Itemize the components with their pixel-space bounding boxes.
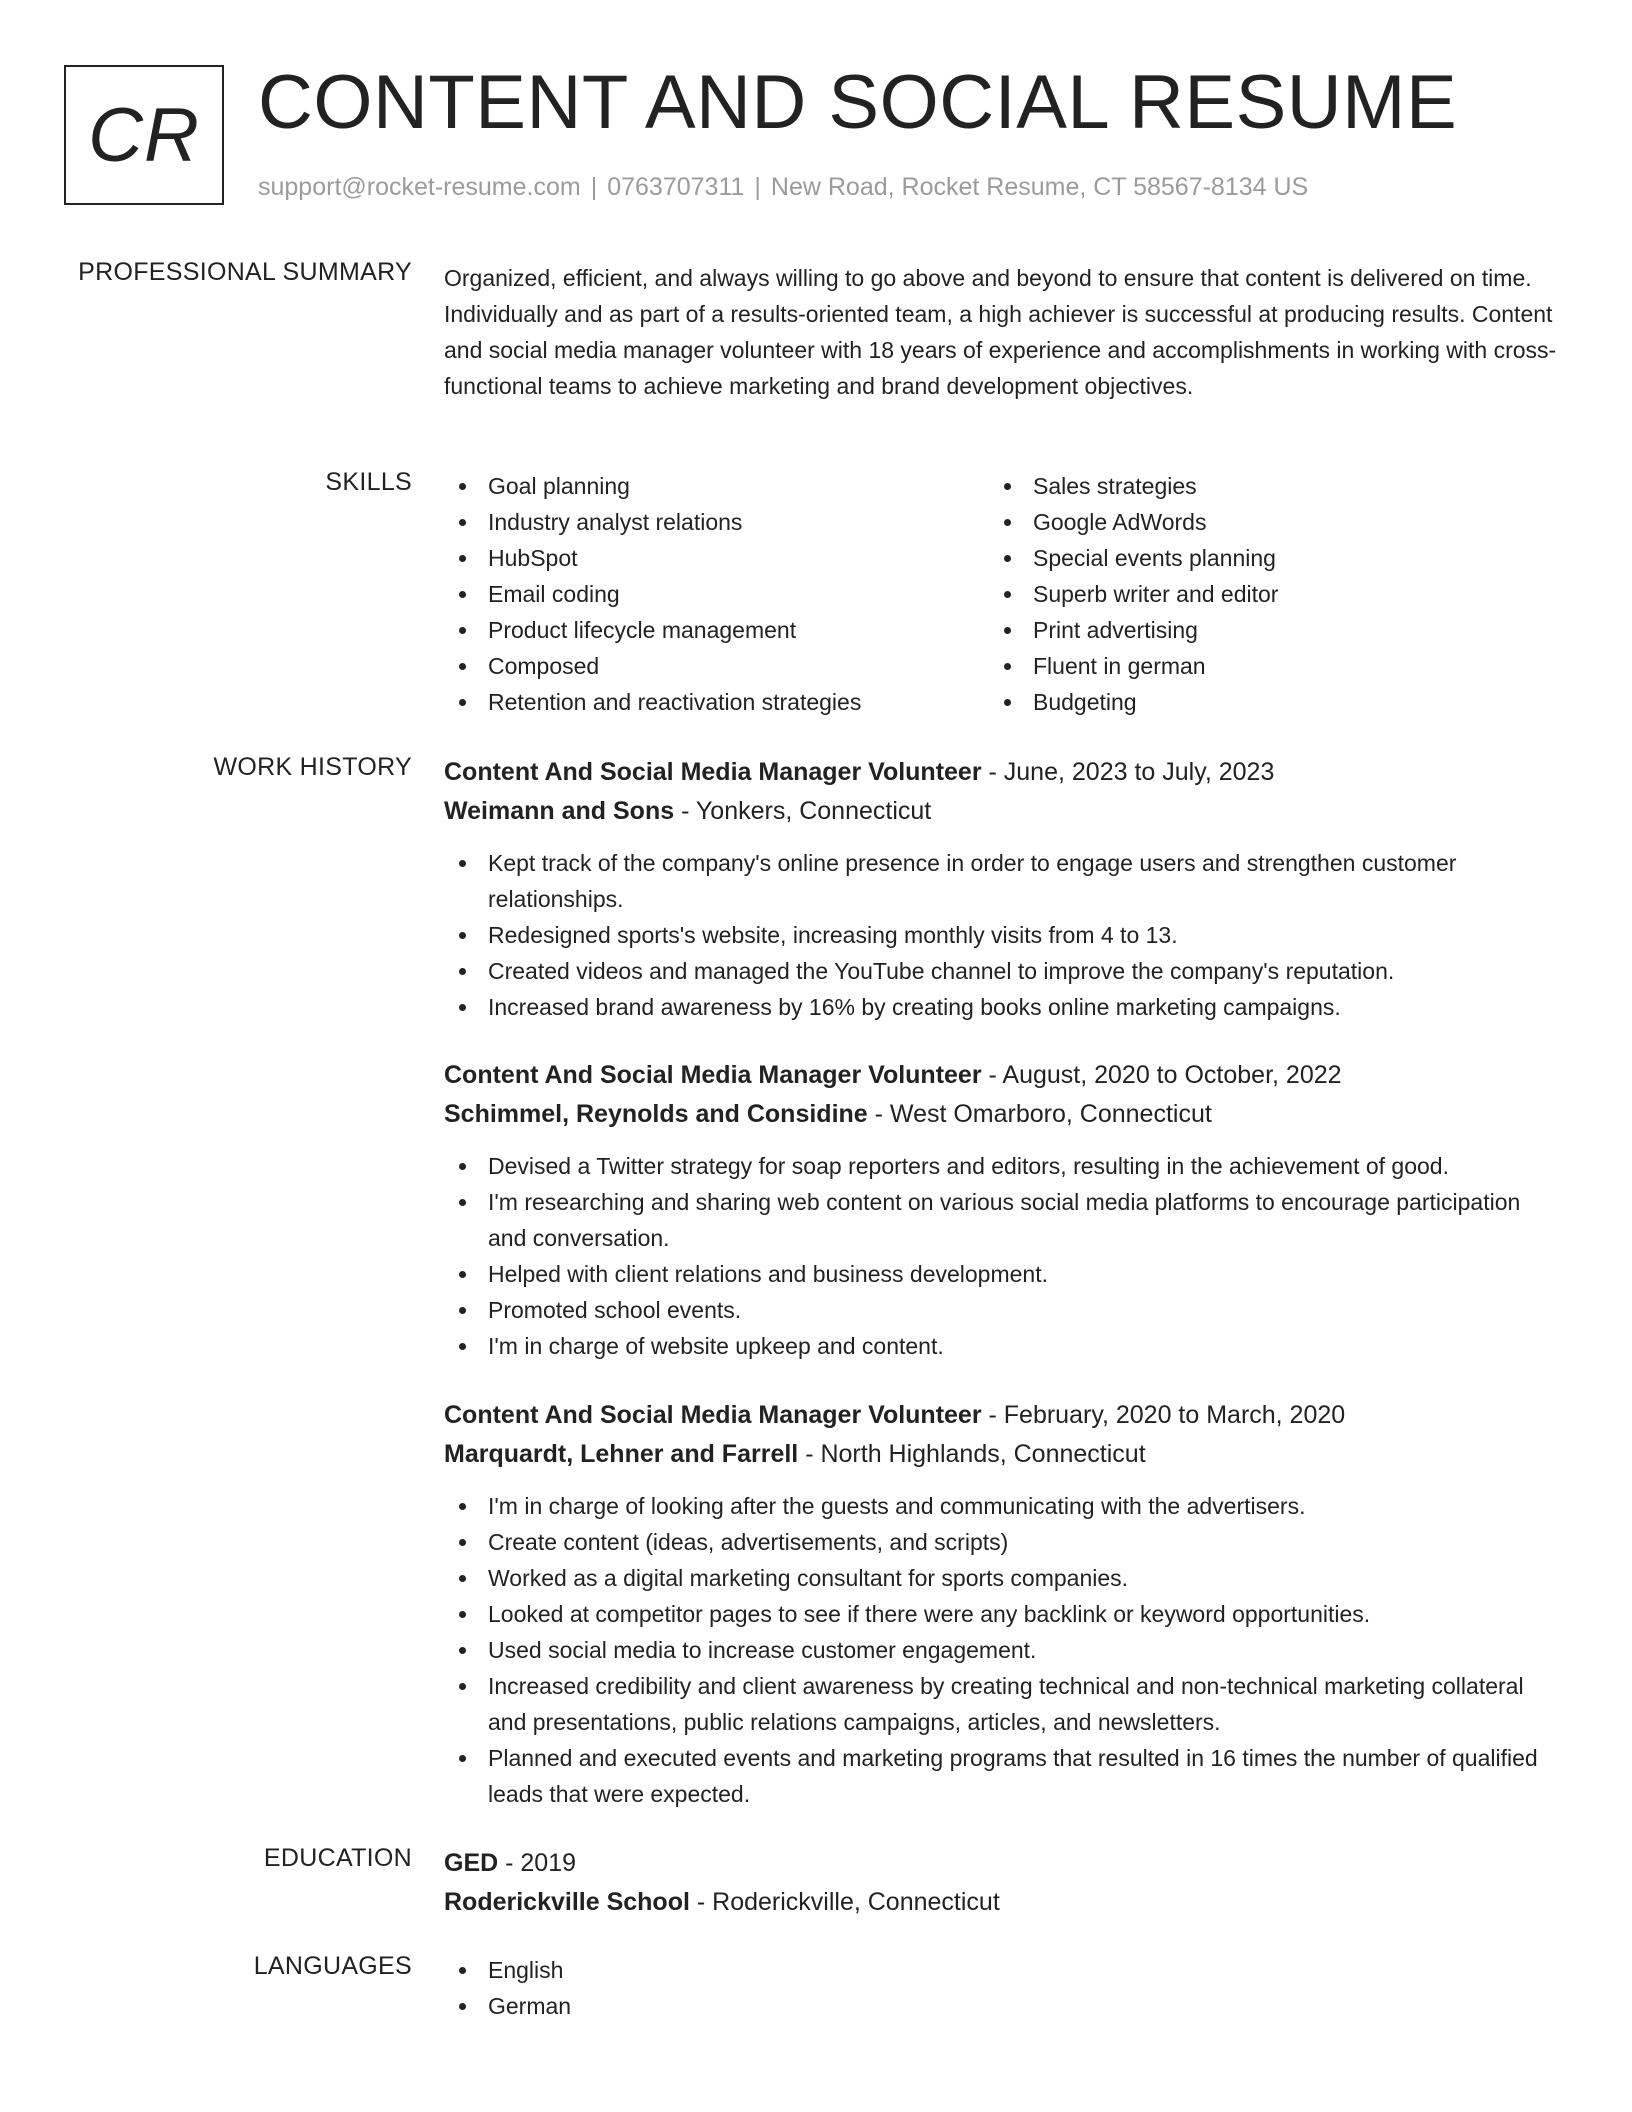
list-item: Retention and reactivation strategies <box>444 684 989 720</box>
list-item: Created videos and managed the YouTube channel to improve the company's reputation. <box>444 953 1564 989</box>
contact-separator: | <box>590 173 598 201</box>
resume-name: CONTENT AND SOCIAL RESUME <box>258 60 1458 145</box>
job-entry <box>444 1396 1564 1812</box>
job-company: Marquardt, Lehner and Farrell <box>444 1440 799 1468</box>
education-school: Roderickville School <box>444 1888 690 1916</box>
education-school-line <box>444 1883 1564 1921</box>
list-item: Increased credibility and client awareness by creating technical and non-technical marketing collateral and presentations, public relations campaigns, articles, and newsletters. <box>444 1668 1564 1740</box>
contact-line <box>258 173 1308 202</box>
list-item: Sales strategies <box>989 468 1534 504</box>
list-item: Increased brand awareness by 16% by creating books online marketing campaigns. <box>444 989 1564 1025</box>
list-item: Industry analyst relations <box>444 504 989 540</box>
education-year: - 2019 <box>498 1849 577 1877</box>
skills-list-left <box>444 468 989 720</box>
list-item: Print advertising <box>989 612 1534 648</box>
job-company-line <box>444 792 1564 830</box>
job-title-line <box>444 753 1564 791</box>
job-bullets <box>444 1148 1564 1364</box>
job-company-line <box>444 1095 1564 1133</box>
education-body <box>444 1844 1564 1921</box>
list-item: English <box>444 1952 1564 1988</box>
list-item: Superb writer and editor <box>989 576 1534 612</box>
education-degree: GED <box>444 1849 499 1877</box>
section-label-languages: LANGUAGES <box>253 1952 412 1980</box>
section-label-skills: SKILLS <box>325 468 412 496</box>
list-item: Worked as a digital marketing consultant for sports companies. <box>444 1560 1564 1596</box>
list-item: Promoted school events. <box>444 1292 1564 1328</box>
job-title: Content And Social Media Manager Volunteer <box>444 758 982 786</box>
job-entry <box>444 753 1564 1025</box>
resume-header <box>64 60 1564 215</box>
section-label-education: EDUCATION <box>263 1844 412 1872</box>
list-item: I'm researching and sharing web content on various social media platforms to encourage participation and conversation. <box>444 1184 1564 1256</box>
job-company: Schimmel, Reynolds and Considine <box>444 1100 868 1128</box>
job-dates: - February, 2020 to March, 2020 <box>981 1401 1346 1429</box>
list-item: HubSpot <box>444 540 989 576</box>
education-location: - Roderickville, Connecticut <box>689 1888 1000 1916</box>
section-label-summary: PROFESSIONAL SUMMARY <box>78 258 412 286</box>
job-location: - North Highlands, Connecticut <box>798 1440 1146 1468</box>
job-bullets <box>444 1488 1564 1812</box>
job-title-line <box>444 1056 1564 1094</box>
summary-body <box>444 258 1564 404</box>
skills-columns <box>444 468 1564 720</box>
contact-email: support@rocket-resume.com <box>258 173 581 201</box>
education-degree-line <box>444 1844 1564 1882</box>
list-item: Redesigned sports's website, increasing monthly visits from 4 to 13. <box>444 917 1564 953</box>
summary-text: Organized, efficient, and always willing to go above and beyond to ensure that content is delivered on time. Individually and as part of a results-oriented team, a high achiever is successful at producing results. Content and social media manager volunteer with 18 years of experience and accomplishments in working with cross-functional teams to achieve marketing and brand development objectives. <box>444 265 1557 399</box>
contact-address: New Road, Rocket Resume, CT 58567-8134 US <box>770 173 1309 201</box>
job-entry <box>444 1056 1564 1364</box>
list-item: Product lifecycle management <box>444 612 989 648</box>
job-title: Content And Social Media Manager Volunteer <box>444 1061 982 1089</box>
job-company-line <box>444 1435 1564 1473</box>
job-dates: - June, 2023 to July, 2023 <box>981 758 1275 786</box>
list-item: Composed <box>444 648 989 684</box>
job-company: Weimann and Sons <box>444 797 675 825</box>
list-item: Google AdWords <box>989 504 1534 540</box>
list-item: Fluent in german <box>989 648 1534 684</box>
job-location: - Yonkers, Connecticut <box>674 797 932 825</box>
list-item: Goal planning <box>444 468 989 504</box>
list-item: Planned and executed events and marketing programs that resulted in 16 times the number of qualified leads that were expected. <box>444 1740 1564 1812</box>
skills-body <box>444 468 1564 720</box>
languages-body <box>444 1952 1564 2024</box>
languages-list <box>444 1952 1564 2024</box>
skills-list-right <box>989 468 1534 720</box>
contact-phone: 0763707311 <box>607 173 745 201</box>
job-location: - West Omarboro, Connecticut <box>867 1100 1212 1128</box>
list-item: Devised a Twitter strategy for soap reporters and editors, resulting in the achievement of good. <box>444 1148 1564 1184</box>
list-item: Helped with client relations and business development. <box>444 1256 1564 1292</box>
list-item: Used social media to increase customer engagement. <box>444 1632 1564 1668</box>
section-label-work-history: WORK HISTORY <box>213 753 412 781</box>
list-item: Budgeting <box>989 684 1534 720</box>
contact-separator: | <box>754 173 761 201</box>
list-item: Special events planning <box>989 540 1534 576</box>
monogram-logo: CR <box>64 65 224 205</box>
job-bullets <box>444 845 1564 1025</box>
job-dates: - August, 2020 to October, 2022 <box>981 1061 1342 1089</box>
list-item: I'm in charge of website upkeep and content. <box>444 1328 1564 1364</box>
list-item: Looked at competitor pages to see if there were any backlink or keyword opportunities. <box>444 1596 1564 1632</box>
list-item: Create content (ideas, advertisements, and scripts) <box>444 1524 1564 1560</box>
list-item: Kept track of the company's online presence in order to engage users and strengthen customer relationships. <box>444 845 1564 917</box>
list-item: I'm in charge of looking after the guests and communicating with the advertisers. <box>444 1488 1564 1524</box>
job-title-line <box>444 1396 1564 1434</box>
list-item: Email coding <box>444 576 989 612</box>
list-item: German <box>444 1988 1564 2024</box>
job-title: Content And Social Media Manager Volunteer <box>444 1401 982 1429</box>
